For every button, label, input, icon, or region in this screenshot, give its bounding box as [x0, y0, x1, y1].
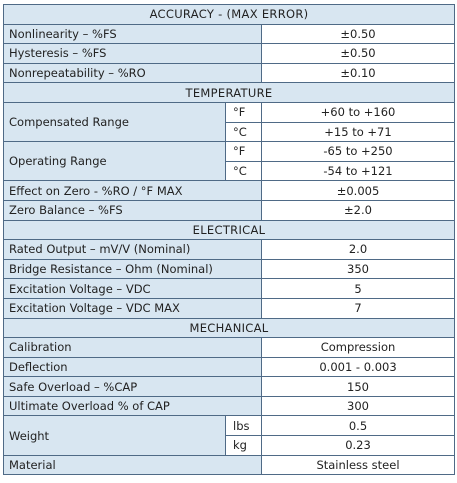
- spec-label: Calibration: [4, 338, 262, 358]
- spec-row-bridge-resistance-ohm-nominal: [4, 259, 455, 279]
- spec-label: Nonlinearity – %FS: [4, 24, 262, 44]
- spec-row-nonlinearity-fs: [4, 24, 455, 44]
- spec-row-material: [4, 455, 455, 475]
- unit-label: kg: [226, 436, 262, 456]
- spec-label: Safe Overload – %CAP: [4, 377, 262, 397]
- spec-value: 5: [262, 279, 455, 299]
- unit-label: °C: [226, 122, 262, 142]
- section-header-accuracy-max-error: [4, 5, 455, 25]
- unit-label: °C: [226, 161, 262, 181]
- spec-label: Hysteresis – %FS: [4, 44, 262, 64]
- spec-value: ±0.50: [262, 44, 455, 64]
- spec-value: 2.0: [262, 240, 455, 260]
- section-header-temperature: [4, 83, 455, 103]
- spec-label: Material: [4, 455, 262, 475]
- spec-row-hysteresis-fs: [4, 44, 455, 64]
- unit-label: °F: [226, 102, 262, 122]
- spec-row-ultimate-overload-of-cap: [4, 396, 455, 416]
- section-header-mechanical: [4, 318, 455, 338]
- spec-value: Stainless steel: [262, 455, 455, 475]
- spec-label: Compensated Range: [4, 102, 226, 141]
- unit-label: lbs: [226, 416, 262, 436]
- section-header-electrical: [4, 220, 455, 240]
- spec-value: 350: [262, 259, 455, 279]
- spec-value: 7: [262, 298, 455, 318]
- specifications-table: [3, 4, 455, 475]
- spec-row-excitation-voltage-vdc: [4, 279, 455, 299]
- spec-value: -54 to +121: [262, 161, 455, 181]
- spec-row-deflection: [4, 357, 455, 377]
- spec-value: 0.001 - 0.003: [262, 357, 455, 377]
- spec-label: Ultimate Overload % of CAP: [4, 396, 262, 416]
- spec-label: Nonrepeatability – %RO: [4, 63, 262, 83]
- spec-value: 0.23: [262, 436, 455, 456]
- spec-row-effect-on-zero-ro-f-max: [4, 181, 455, 201]
- spec-value: ±0.10: [262, 63, 455, 83]
- spec-label: Bridge Resistance – Ohm (Nominal): [4, 259, 262, 279]
- spec-label: Effect on Zero - %RO / °F MAX: [4, 181, 262, 201]
- specifications-body: [4, 5, 455, 475]
- spec-row-compensated-range: [4, 102, 455, 122]
- spec-row-operating-range: [4, 142, 455, 162]
- spec-value: ±2.0: [262, 200, 455, 220]
- spec-value: 0.5: [262, 416, 455, 436]
- spec-row-nonrepeatability-ro: [4, 63, 455, 83]
- spec-label: Operating Range: [4, 142, 226, 181]
- spec-value: 150: [262, 377, 455, 397]
- section-title: ACCURACY - (MAX ERROR): [4, 5, 455, 25]
- spec-label: Rated Output – mV/V (Nominal): [4, 240, 262, 260]
- spec-label: Excitation Voltage – VDC MAX: [4, 298, 262, 318]
- spec-value: 300: [262, 396, 455, 416]
- spec-row-weight: [4, 416, 455, 436]
- spec-label: Excitation Voltage – VDC: [4, 279, 262, 299]
- spec-row-zero-balance-fs: [4, 200, 455, 220]
- spec-value: Compression: [262, 338, 455, 358]
- spec-label: Deflection: [4, 357, 262, 377]
- spec-value: +60 to +160: [262, 102, 455, 122]
- section-title: ELECTRICAL: [4, 220, 455, 240]
- spec-row-excitation-voltage-vdc-max: [4, 298, 455, 318]
- section-title: TEMPERATURE: [4, 83, 455, 103]
- spec-row-calibration: [4, 338, 455, 358]
- unit-label: °F: [226, 142, 262, 162]
- spec-value: ±0.50: [262, 24, 455, 44]
- spec-row-safe-overload-cap: [4, 377, 455, 397]
- section-title: MECHANICAL: [4, 318, 455, 338]
- spec-row-rated-output-mv-v-nominal: [4, 240, 455, 260]
- spec-value: +15 to +71: [262, 122, 455, 142]
- spec-value: -65 to +250: [262, 142, 455, 162]
- spec-value: ±0.005: [262, 181, 455, 201]
- spec-label: Zero Balance – %FS: [4, 200, 262, 220]
- spec-label: Weight: [4, 416, 226, 455]
